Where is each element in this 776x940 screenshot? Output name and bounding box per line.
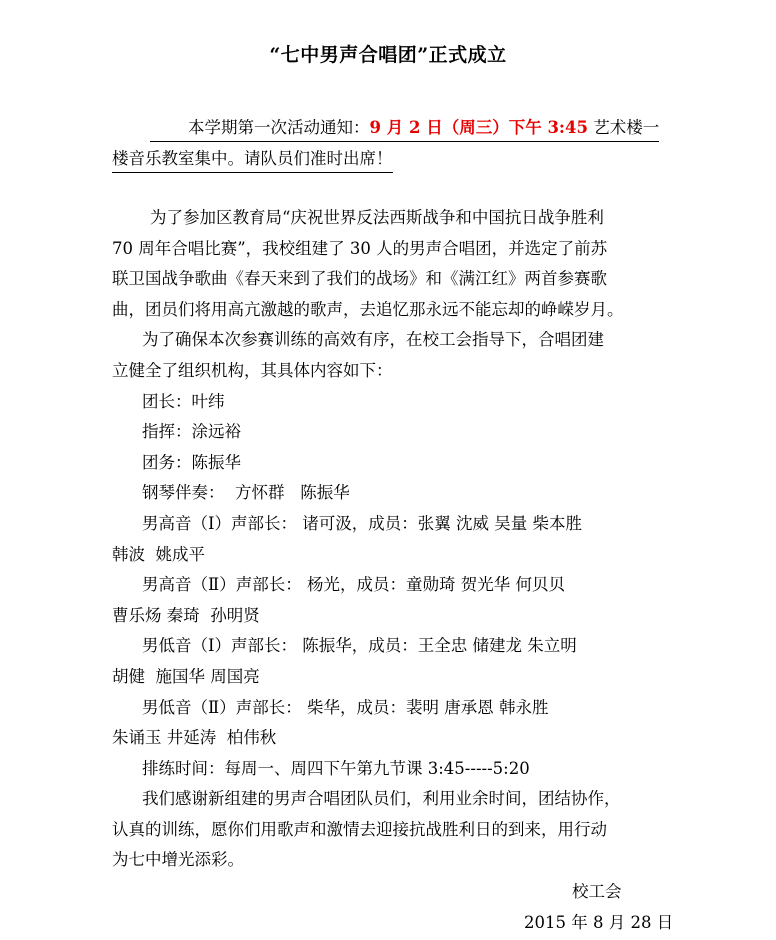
para2-line: 立健全了组织机构，其具体内容如下： [112, 360, 393, 380]
page-title: “七中男声合唱团”正式成立 [269, 44, 507, 66]
para1-line: 为了参加区教育局“庆祝世界反法西斯战争和中国抗日战争胜利 [150, 208, 604, 227]
org-bass2: 男低音（Ⅱ）声部长： 柴华，成员：裴明 唐承恩 韩永胜 [142, 697, 549, 717]
org-tenor1-cont: 韩波 姚成平 [112, 544, 205, 564]
org-bass2-cont: 朱诵玉 井延涛 柏伟秋 [112, 728, 277, 748]
para1-line: 联卫国战争歌曲《春天来到了我们的战场》和《满江红》两首参赛歌 [112, 269, 607, 289]
org-tenor2-cont: 曹乐炀 秦琦 孙明贤 [112, 605, 260, 625]
notice-line-1 [150, 114, 659, 142]
para1-line: 70 周年合唱比赛”，我校组建了 30 人的男声合唱团，并选定了前苏 [112, 238, 608, 258]
para3-line: 我们感谢新组建的男声合唱团队员们，利用业余时间，团结协作， [142, 789, 621, 809]
signature-org: 校工会 [572, 882, 622, 901]
notice-line-2: 楼音乐教室集中。请队员们准时出席！ [112, 145, 393, 173]
org-piano: 钢琴伴奏： 方怀群 陈振华 [142, 483, 350, 503]
document-body [112, 203, 672, 876]
para2-line: 为了确保本次参赛训练的高效有序，在校工会指导下，合唱团建 [142, 330, 604, 350]
org-bass1-cont: 胡健 施国华 周国亮 [112, 666, 260, 686]
para3-line: 认真的训练，愿你们用歌声和激情去迎接抗战胜利日的到来，用行动 [112, 819, 607, 839]
activity-notice [112, 112, 672, 174]
org-bass1: 男低音（Ⅰ）声部长： 陈振华，成员：王全忠 储建龙 朱立明 [142, 636, 577, 656]
org-leader: 团长：叶纬 [142, 391, 225, 411]
org-tenor2: 男高音（Ⅱ）声部长： 杨光，成员：童勋琦 贺光华 何贝贝 [142, 575, 565, 595]
signature-date: 2015 年 8 月 28 日 [524, 913, 674, 932]
org-affairs: 团务：陈振华 [142, 452, 241, 472]
notice-prefix: 本学期第一次活动通知： [188, 118, 370, 137]
notice-time: 9 月 2 日（周三）下午 3:45 [369, 118, 588, 137]
para3-line: 为七中增光添彩。 [112, 850, 244, 870]
org-rehearsal: 排练时间：每周一、周四下午第九节课 3:45-----5:20 [142, 758, 530, 778]
org-tenor1: 男高音（Ⅰ）声部长： 诸可汲，成员：张翼 沈威 吴量 柴本胜 [142, 513, 582, 533]
para1-line: 曲，团员们将用高亢激越的歌声，去追忆那永远不能忘却的峥嵘岁月。 [112, 299, 624, 319]
notice-suffix: 艺术楼一 [587, 118, 660, 137]
org-conductor: 指挥：涂远裕 [142, 422, 241, 442]
